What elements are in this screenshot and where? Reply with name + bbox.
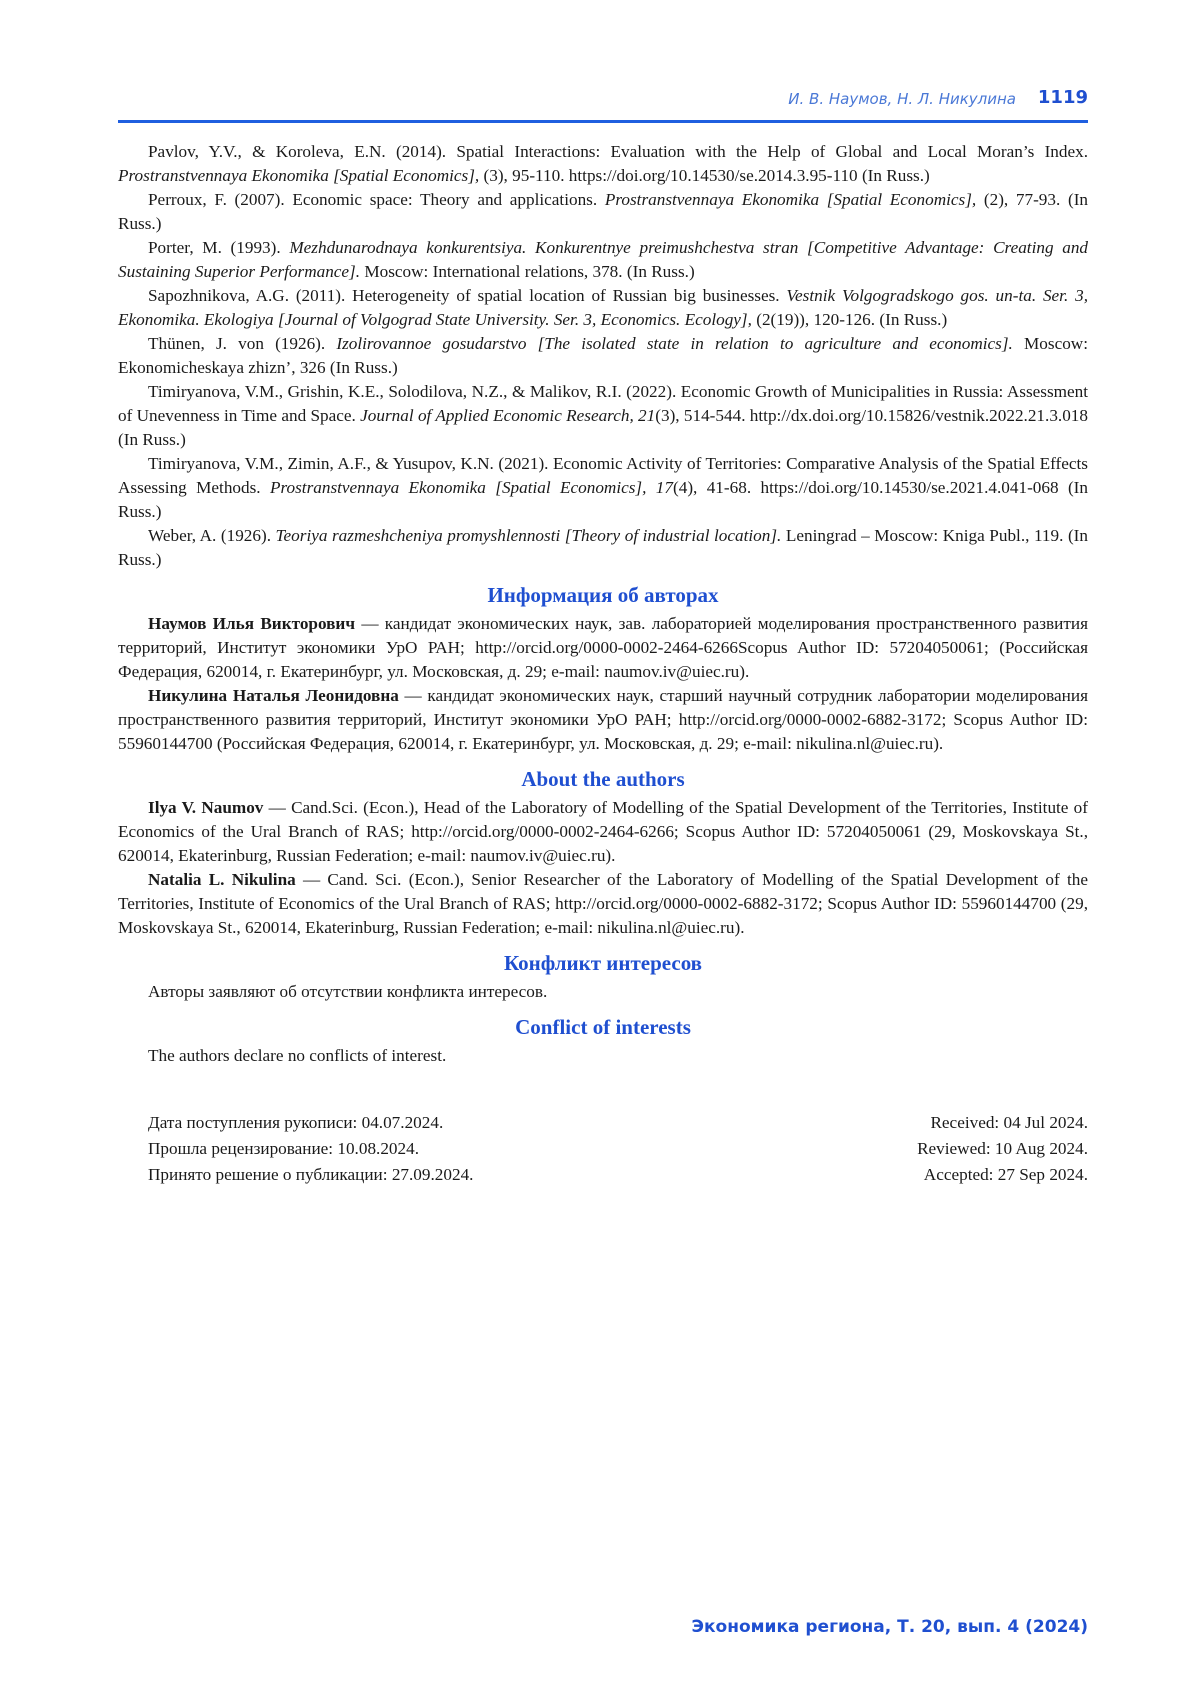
date-received-en: Received: 04 Jul 2024. (930, 1113, 1088, 1132)
reference-details: (2), 77-93. (In Russ.) (118, 190, 1089, 233)
reference-details: Moscow: Ekonomicheskaya zhizn’, 326 (In Russ.) (118, 334, 1088, 377)
section-title-conflict-en: Conflict of interests (515, 1015, 691, 1039)
reference-source: Prostranstvennaya Ekonomika [Spatial Economics], 17 (269, 478, 673, 497)
reference-text: Timiryanova, V.M., Zimin, A.F., & Yusupov, K.N. (2021). Economic Activity of Territories: Comparative Analysis of the Spatial Effects Assessing Methods. (118, 454, 1088, 497)
conflict-statement-en: The authors declare no conflicts of interest. (148, 1046, 447, 1065)
reference-source: Vestnik Volgogradskogo gos. un-ta. Ser. 3, Ekonomika. Ekologiya [Journal of Volgograd State University. Ser. 3, Economics. Ecology], (118, 286, 1088, 329)
reference-text: Weber, A. (1926). (148, 526, 276, 545)
reference-source: Izolirovannoe gosudarstvo [The isolated state in relation to agriculture and economics]. (336, 334, 1013, 353)
reference-item (118, 236, 1088, 284)
running-header-authors: И. В. Наумов, Н. Л. Никулина (788, 90, 1016, 108)
author-details: — Cand. Sci. (Econ.), Senior Researcher of the Laboratory of Modelling of the Spatial Development of the Territories, Institute of Economics of the Ural Branch of RAS; http://orcid.org/0000-0002-6882-3172; Scopus Author ID: 55960144700 (29, Moskovskaya St., 620014, Ekaterinburg, Russian Federation; e-mail: nikulina.nl@uiec.ru). (118, 870, 1088, 937)
author-bio (118, 612, 1088, 684)
author-name: Никулина Наталья Леонидовна (148, 686, 399, 705)
reference-details: Leningrad – Moscow: Kniga Publ., 119. (In Russ.) (118, 526, 1088, 569)
author-name: Ilya V. Naumov (148, 798, 264, 817)
reference-source: Mezhdunarodnaya konkurentsiya. Konkurentnye preimushchestva stran [Competitive Advantage: Creating and Sustaining Superior Performance]. (118, 238, 1089, 281)
reference-text: Timiryanova, V.M., Grishin, K.E., Solodilova, N.Z., & Malikov, R.I. (2022). Economic Growth of Municipalities in Russia: Assessment of Unevenness in Time and Space. (118, 382, 1088, 425)
reference-item (118, 452, 1088, 524)
reference-source: Prostranstvennaya Ekonomika [Spatial Economics], (604, 190, 977, 209)
section-title-conflict-ru: Конфликт интересов (503, 951, 703, 975)
reference-details: (3), 95-110. https://doi.org/10.14530/se.2014.3.95-110 (In Russ.) (479, 166, 930, 185)
reference-item (118, 380, 1088, 452)
reference-item (118, 140, 1088, 188)
reference-text: Porter, M. (1993). (148, 238, 290, 257)
author-name: Наумов Илья Викторович (148, 614, 356, 633)
reference-details: (2(19)), 120-126. (In Russ.) (751, 310, 948, 329)
reference-details: (3), 514-544. http://dx.doi.org/10.15826/vestnik.2022.21.3.018 (In Russ.) (118, 406, 1088, 449)
journal-footer: Экономика региона, Т. 20, вып. 4 (2024) (691, 1617, 1088, 1637)
author-bio (118, 796, 1088, 868)
reference-source: Journal of Applied Economic Research, 21 (360, 406, 656, 425)
reference-item (118, 524, 1088, 572)
page-header (118, 84, 1088, 123)
reference-details: (4), 41-68. https://doi.org/10.14530/se.2021.4.041-068 (In Russ.) (118, 478, 1088, 521)
reference-item (118, 284, 1088, 332)
date-accepted-en: Accepted: 27 Sep 2024. (923, 1165, 1088, 1184)
reference-item (118, 332, 1088, 380)
dates-en (917, 1110, 1088, 1188)
reference-item (118, 188, 1088, 236)
reference-source: Prostranstvennaya Ekonomika [Spatial Economics], (118, 166, 480, 185)
section-title-authors-en: About the authors (521, 767, 685, 791)
page-number: 1119 (1037, 87, 1088, 108)
author-name: Natalia L. Nikulina (148, 870, 296, 889)
date-received-ru: Дата поступления рукописи: 04.07.2024. (148, 1113, 444, 1132)
author-details: — Cand.Sci. (Econ.), Head of the Laboratory of Modelling of the Spatial Development of the Territories, Institute of Economics of the Ural Branch of RAS; http://orcid.org/0000-0002-2464-6266; Scopus Author ID: 57204050061 (29, Moskovskaya St., 620014, Ekaterinburg, Russian Federation; e-mail: naumov.iv@uiec.ru). (118, 798, 1089, 865)
dates-ru (118, 1110, 473, 1188)
date-accepted-ru: Принято решение о публикации: 27.09.2024. (148, 1165, 474, 1184)
reference-details: Moscow: International relations, 378. (In Russ.) (360, 262, 695, 281)
author-bio (118, 684, 1088, 756)
date-reviewed-ru: Прошла рецензирование: 10.08.2024. (148, 1139, 420, 1158)
section-title-authors-ru: Информация об авторах (487, 583, 719, 607)
conflict-statement-ru: Авторы заявляют об отсутствии конфликта интересов. (148, 982, 548, 1001)
date-reviewed-en: Reviewed: 10 Aug 2024. (917, 1139, 1088, 1158)
author-details: — кандидат экономических наук, старший научный сотрудник лаборатории моделирования пространственного развития территорий, Институт экономики УрО РАН; http://orcid.org/0000-0002-6882-3172; Scopus Author ID: 55960144700 (Российская Федерация, 620014, г. Екатеринбург, ул. Московская, д. 29; e-mail: nikulina.nl@uiec.ru). (118, 686, 1088, 753)
reference-list (118, 140, 1088, 572)
page-content (118, 140, 1088, 1188)
reference-text: Pavlov, Y.V., & Koroleva, E.N. (2014). Spatial Interactions: Evaluation with the Help of Global and Local Moran’s Index. (148, 142, 1088, 161)
reference-text: Thünen, J. von (1926). (148, 334, 337, 353)
reference-text: Sapozhnikova, A.G. (2011). Heterogeneity of spatial location of Russian big businesses. (148, 286, 787, 305)
reference-text: Perroux, F. (2007). Economic space: Theory and applications. (148, 190, 605, 209)
manuscript-dates (118, 1110, 1088, 1188)
reference-source: Teoriya razmeshcheniya promyshlennosti [Theory of industrial location]. (275, 526, 782, 545)
author-bio (118, 868, 1088, 940)
author-details: — кандидат экономических наук, зав. лабораторией моделирования пространственного развития территорий, Институт экономики УрО РАН; http://orcid.org/0000-0002-2464-6266Scopus Author ID: 57204050061; (Российская Федерация, 620014, г. Екатеринбург, ул. Московская, д. 29; e-mail: naumov.iv@uiec.ru). (118, 614, 1088, 681)
